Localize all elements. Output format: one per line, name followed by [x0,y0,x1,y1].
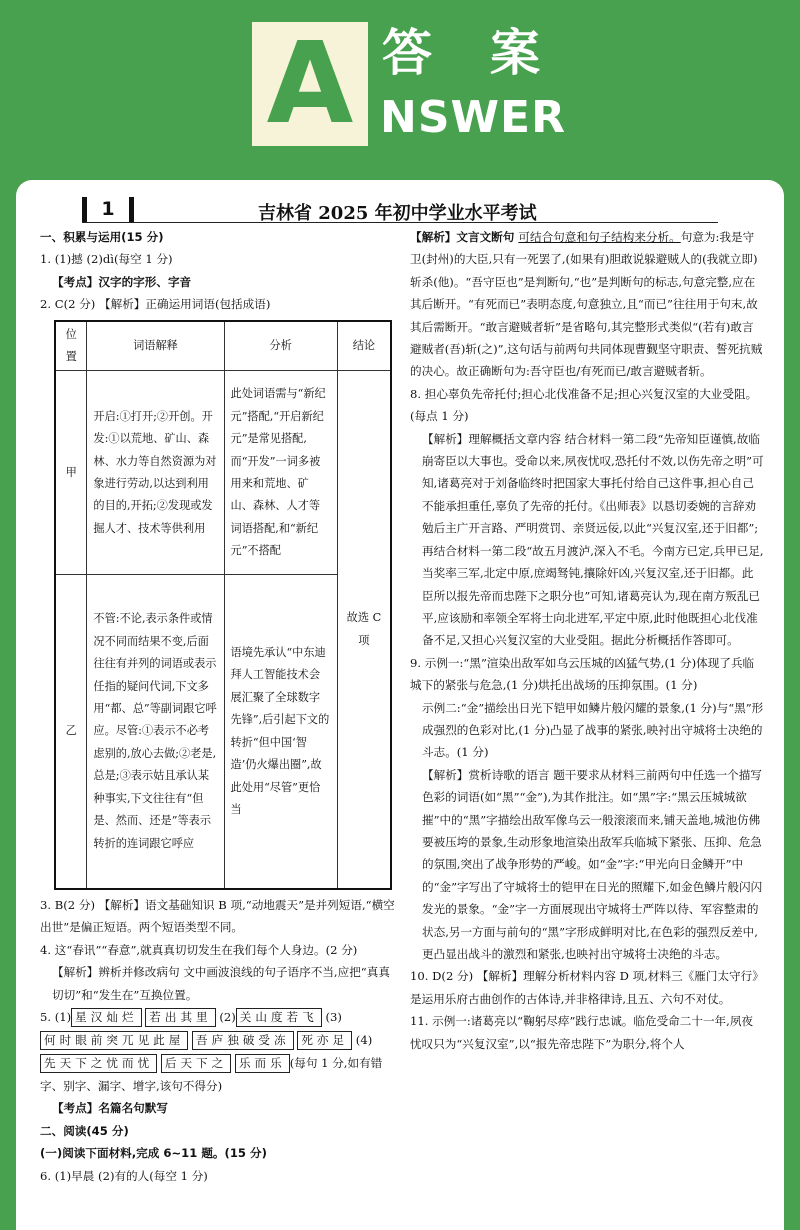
answer-title-cn: 答案 [382,24,598,82]
answer-9: 9. 示例一:“黑”渲染出敌军如乌云压城的凶猛气势,(1 分)体现了兵临城下的紧张与危急,(1 分)烘托出战场的压抑氛围。(1 分) [410,655,755,693]
answer-11: 11. 示例一:诸葛亮以“鞠躬尽瘁”践行忠诚。临危受命二十一年,夙夜忧叹只为“兴复汉室”,以“报先帝忠陛下”为职分,将个人 [410,1014,754,1051]
table-cell: 不管:不论,表示条件或情况不同而结果不变,后面往往有并列的词语或表示任指的疑问代词,下文多用“都、总”等副词跟它呼应。尽管:①表示不必考虑别的,放心去做;②老是,总是;③表示姑且承认某种事实,下文往往有“但是、然而、还是”等表示转折的连词跟它呼应 [87,575,224,889]
answer-8: 8. 担心辜负先帝托付;担心北伐准备不足;担心兴复汉室的大业受阻。(每点 1 分) [410,386,758,424]
analysis-8: 【解析】理解概括文章内容 结合材料一第二段“先帝知臣谨慎,故临崩寄臣以大事也。受命以来,夙夜忧叹,恐托付不效,以伤先帝之明”可知,诸葛亮对于刘备临终时把国家大事托付给自己这件事,担心自己不能承担重任,辜负了先帝的托付。《出师表》以恳切委婉的言辞劝勉后主广开言路、严明赏罚、亲贤远佞,以此“兴复汉室,还于旧都”;再结合材料一第二段“故五月渡泸,深入不毛。今南方已定,兵甲已足,当奖率三军,北定中原,庶竭驽钝,攘除奸凶,兴复汉室,还于旧都。此臣所以报先帝而忠陛下之职分也”可知,诸葛亮认为,现在南方叛乱已平,应该励和率领全军将士向北进军,平定中原,此时他既担心北伐准备不足,又担心兴复汉室的大业受阻。据此分析概括作答即可。 [422,431,764,648]
exam-title: 吉林省 2025 年初中学业水平考试 [258,203,537,224]
answer-2: 2. C(2 分) 【解析】正确运用词语(包括成语) [40,297,271,312]
answer-title-en: NSWER [380,92,566,143]
analysis-7: 【解析】文言文断句 可结合句意和句子结构来分析。句意为:我是守卫(封州)的大臣,只有一死罢了,(如果有)胆敢说躲避贼人的(我就立即)斩杀(他)。“吾守臣也”是判断句,“也”是判断句的标志,句意完整,应在其后断开。“有死而已”表明态度,句意独立,且“而已”往往用于句末,故其后需断开。“敢言避贼者斩”是省略句,其完整形式类似“(若有)敢言避贼者(吾)斩(之)”,这句话与前两句共同体现曹觐坚守职责、誓死抗贼的决心。故正确断句为:吾守臣也/有死而已/敢言避贼者斩。 [410,230,763,379]
left-column [40,226,396,1187]
table-header: 结论 [337,321,391,371]
section-heading: 一、积累与运用(15 分) [40,230,164,244]
table-cell: 开启:①打开;②开创。开发:①以荒地、矿山、森林、水力等自然资源为对象进行劳动,以达到利用的目的,开拓;②发现或发掘人才、技术等供利用 [87,371,224,575]
right-column [410,226,764,1055]
answer-box: 若出其里 [145,1008,215,1027]
answer-box: 星汉灿烂 [71,1008,141,1027]
table-header: 词语解释 [87,321,224,371]
analysis-4: 【解析】辨析并修改病句 文中画波浪线的句子语序不当,应把“真真切切”和“发生在”互换位置。 [52,965,390,1002]
answer-box: 乐而乐 [235,1054,290,1073]
answer-3: 3. B(2 分) 【解析】语文基础知识 B 项,“动地震天”是并列短语,“横空出世”是偏正短语。两个短语类型不同。 [40,897,395,935]
answer-box: 吾庐独破受冻 [192,1031,294,1050]
answer-4: 4. 这“春讯”“春意”,就真真切切发生在我们每个人身边。(2 分) [40,942,358,957]
point-5: 【考点】名篇名句默写 [52,1101,168,1116]
table-cell: 此处词语需与“新纪元”搭配,“开启新纪元”是常见搭配,而“开发”一词多被用来和荒地、矿山、森林、人才等词语搭配,和“新纪元”不搭配 [224,371,337,575]
answer-logo-letter: A [266,19,354,149]
section-number: 1 [82,197,134,222]
answer-10: 10. D(2 分) 【解析】理解分析材料内容 D 项,材料三《雁门太守行》是运用乐府古曲创作的古体诗,并非格律诗,且五、六句不对仗。 [410,969,764,1006]
answer-1: 1. (1)撼 (2)dì(每空 1 分) [40,252,173,267]
analysis-9: 【解析】赏析诗歌的语言 题干要求从材料三前两句中任选一个描写色彩的词语(如“黑”“金”),为其作批注。如“黑”字:“黑云压城城欲摧”中的“黑”字描绘出敌军像乌云一般滚滚而来,铺天盖地,城池仿佛要被压垮的景象,生动形象地渲染出敌军兵临城下紧张、压抑、危急的氛围,突出了战争形势的严峻。如“金”字:“甲光向日金鳞开”中的“金”字写出了守城将士的铠甲在日光的照耀下,如金色鳞片般闪闪发光的景象。“金”字一方面展现出守城将士严阵以待、军容整肃的状态,另一方面与前句的“黑”字形成鲜明对比,在色彩的强烈反差中,更凸显出战斗的激烈和紧张,也映衬出守城将士决绝的斗志。 [422,767,763,961]
answer-logo-box [252,19,368,149]
header-banner [0,0,800,190]
answer-box: 何时眼前突兀见此屋 [40,1031,188,1050]
table-cell: 语境先承认“中东迪拜人工智能技术会展汇聚了全球数字先锋”,后引起下文的转折“但中国‘智造’仍火爆出圈”,故此处用“尽管”更恰当 [224,575,337,889]
subsection-heading: (一)阅读下面材料,完成 6~11 题。(15 分) [40,1146,267,1161]
section-heading: 二、阅读(45 分) [40,1123,129,1138]
table-header: 分析 [224,321,337,371]
answer-box: 关山度若飞 [236,1008,322,1027]
table-cell: 乙 [55,575,87,889]
answer-box: 先天下之忧而忧 [40,1054,157,1073]
answer-box: 死亦足 [297,1031,352,1050]
point-1: 【考点】汉字的字形、字音 [52,274,192,289]
analysis-table [54,320,392,890]
table-cell: 故选 C 项 [337,371,391,889]
answer-5: 5. (1) 星汉灿烂 若出其里 (2) 关山度若飞 (3)何时眼前突兀见此屋 吾庐独破受冻 死亦足 (4)先天下之忧而忧 后天下之 乐而乐 (每句 1 分,如有错字、别字、漏字、增字,该句不得分) [40,1009,383,1093]
table-header: 位置 [55,321,87,371]
answer-6: 6. (1)早晨 (2)有的人(每空 1 分) [40,1168,208,1183]
answer-9-example-2: 示例二:“金”描绘出日光下铠甲如鳞片般闪耀的景象,(1 分)与“黑”形成强烈的色彩对比,(1 分)凸显了战事的紧张,映衬出守城将士决绝的斗志。(1 分) [422,700,764,760]
answer-box: 后天下之 [161,1054,231,1073]
table-cell: 甲 [55,371,87,575]
